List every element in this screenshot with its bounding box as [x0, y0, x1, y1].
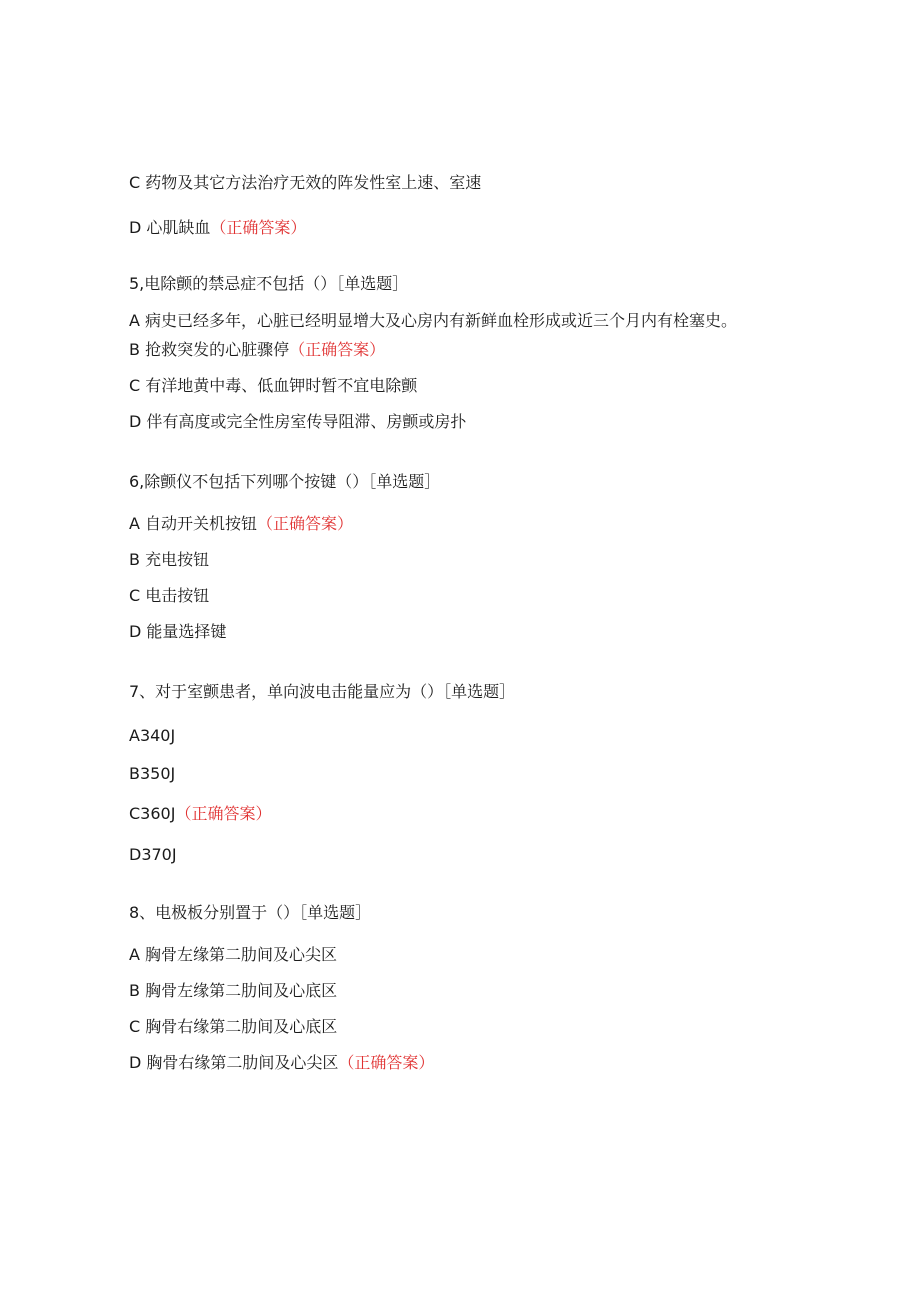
- option-b: [129, 764, 175, 784]
- option-text: B350J: [129, 764, 176, 783]
- correct-answer-tag: （正确答案）: [210, 218, 307, 237]
- option-b: [129, 340, 385, 360]
- option-a: [129, 311, 737, 331]
- option-d: [129, 218, 306, 238]
- question-title: 7、对于室颤患者，单向波电击能量应为（）［单选题］: [129, 682, 516, 701]
- option-c: [129, 804, 271, 824]
- option-text: A 胸骨左缘第二肋间及心尖区: [129, 945, 338, 964]
- option-text: A 病史已经多年，心脏已经明显增大及心房内有新鲜血栓形成或近三个月内有栓塞史。: [129, 311, 738, 330]
- option-text: B 充电按钮: [129, 550, 210, 569]
- option-c: [129, 173, 481, 193]
- option-text: A340J: [129, 726, 176, 745]
- option-text: C 胸骨右缘第二肋间及心底区: [129, 1017, 338, 1036]
- option-text: D 胸骨右缘第二肋间及心尖区: [129, 1053, 339, 1072]
- option-d: [129, 1053, 434, 1073]
- option-text: D370J: [129, 845, 177, 864]
- option-c: [129, 376, 417, 396]
- option-c: [129, 1017, 337, 1037]
- option-text: B 胸骨左缘第二肋间及心底区: [129, 981, 338, 1000]
- correct-answer-tag: （正确答案）: [338, 1053, 435, 1072]
- option-b: [129, 550, 209, 570]
- option-d: [129, 845, 177, 865]
- option-a: [129, 945, 337, 965]
- option-a: [129, 514, 353, 534]
- correct-answer-tag: （正确答案）: [289, 340, 386, 359]
- option-text: D 心肌缺血: [129, 218, 211, 237]
- question-title: 6,除颤仪不包括下列哪个按键（）［单选题］: [129, 472, 441, 491]
- question-title: 8、电极板分别置于（）［单选题］: [129, 903, 372, 922]
- option-text: C 药物及其它方法治疗无效的阵发性室上速、室速: [129, 173, 482, 192]
- option-text: C 有洋地黄中毒、低血钾时暂不宜电除颤: [129, 376, 418, 395]
- option-text: A 自动开关机按钮: [129, 514, 258, 533]
- option-a: [129, 726, 175, 746]
- option-text: D 伴有高度或完全性房室传导阻滞、房颤或房扑: [129, 412, 467, 431]
- option-text: C 电击按钮: [129, 586, 210, 605]
- question-title: 5,电除颤的禁忌症不包括（）［单选题］: [129, 274, 409, 293]
- option-text: D 能量选择键: [129, 622, 227, 641]
- option-c: [129, 586, 209, 606]
- option-b: [129, 981, 337, 1001]
- option-text: C360J: [129, 804, 176, 823]
- option-text: B 抢救突发的心脏骤停: [129, 340, 290, 359]
- correct-answer-tag: （正确答案）: [175, 804, 272, 823]
- option-d: [129, 412, 466, 432]
- correct-answer-tag: （正确答案）: [257, 514, 354, 533]
- option-d: [129, 622, 226, 642]
